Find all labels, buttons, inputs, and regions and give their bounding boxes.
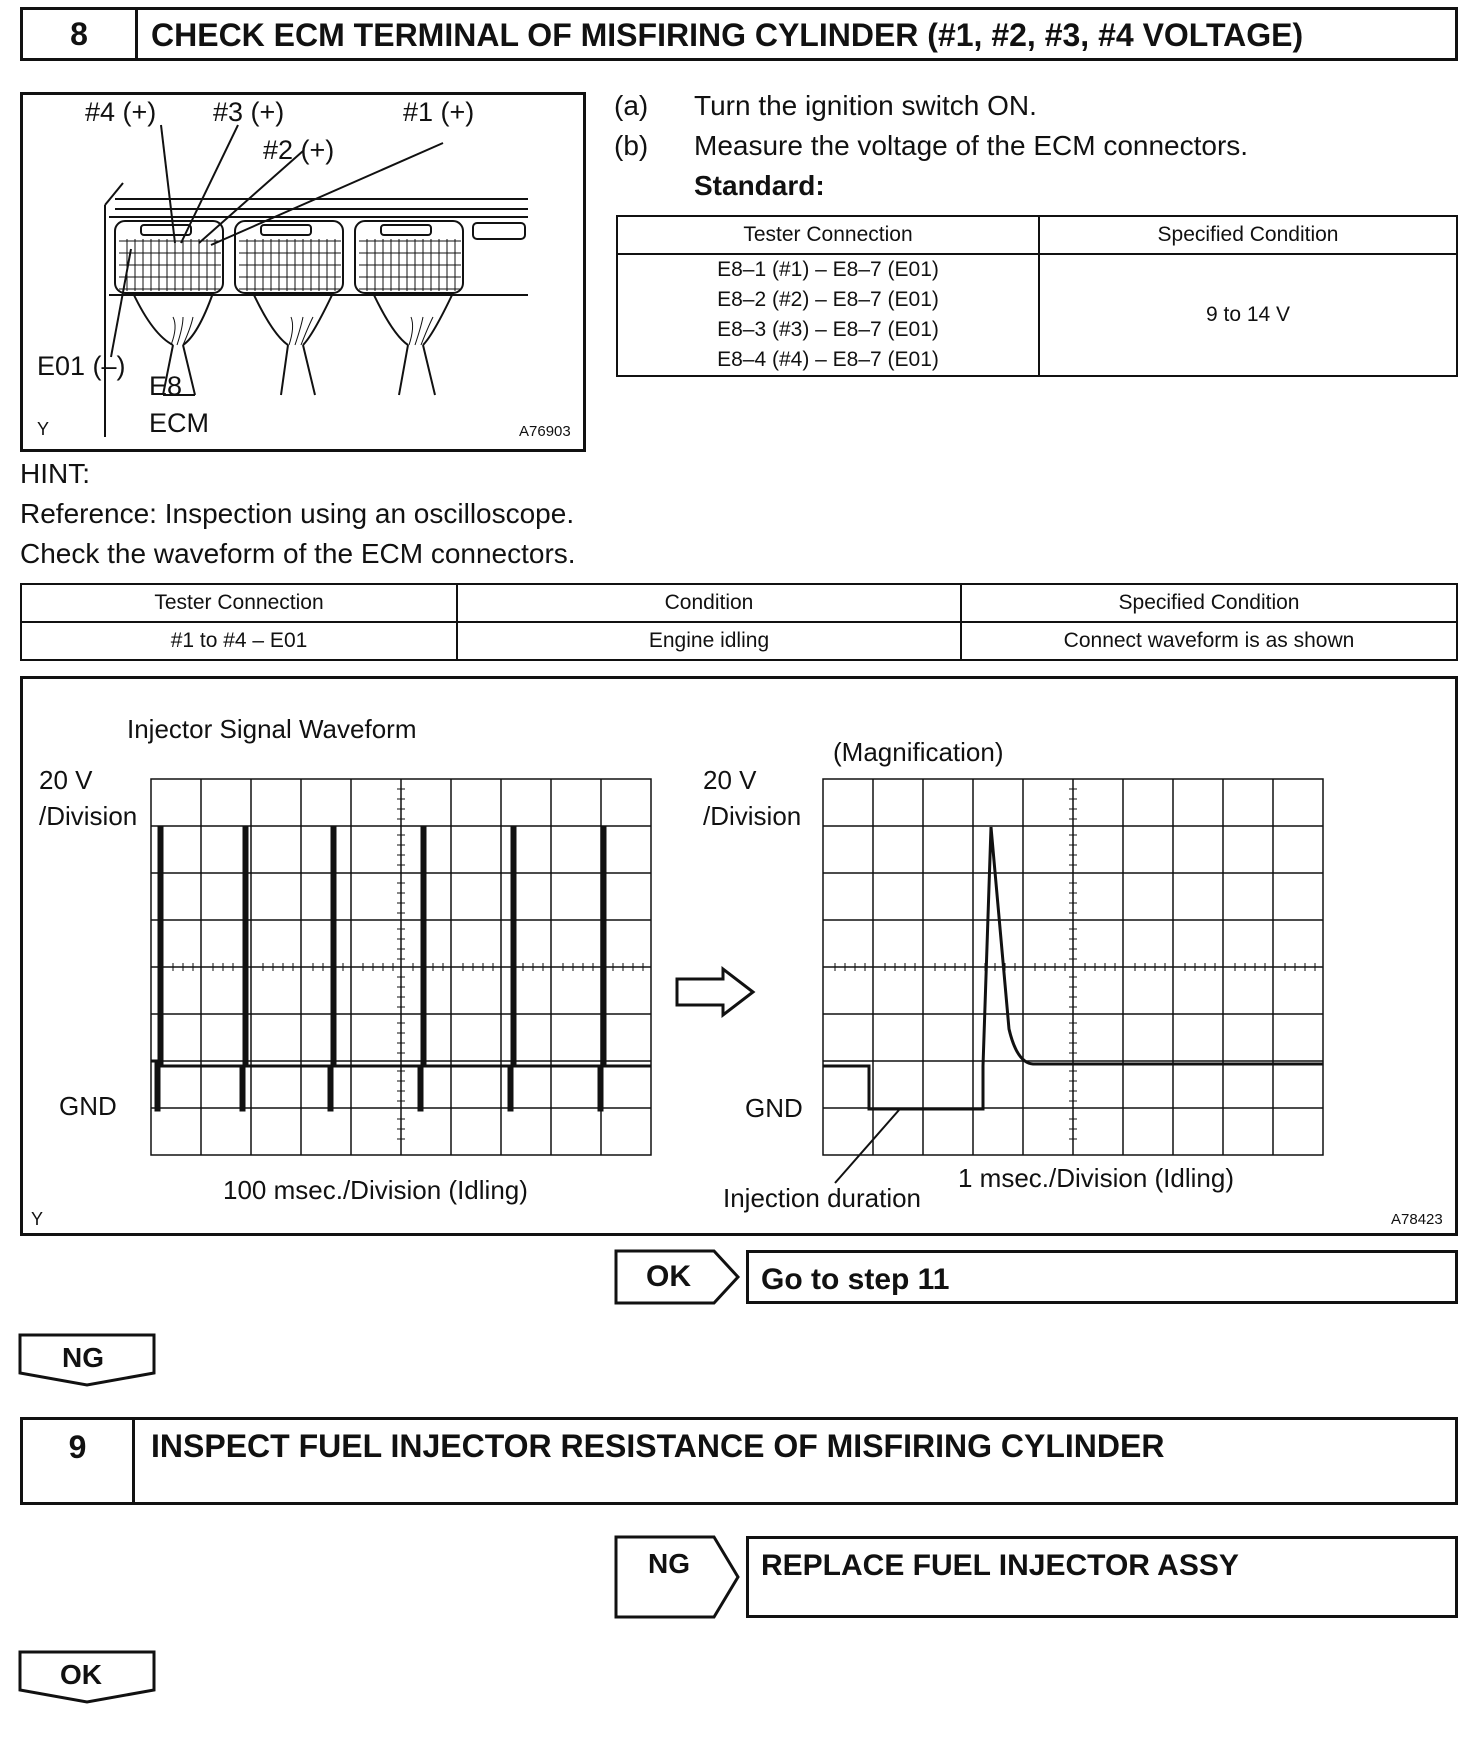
connection-row: E8–2 (#2) – E8–7 (E01) (717, 288, 939, 311)
replace-fuel-injector-box[interactable] (746, 1536, 1458, 1618)
label-terminal-2: #2 (+) (263, 135, 335, 165)
figure-code: A76903 (519, 423, 571, 440)
header-tester-connection: Tester Connection (21, 584, 457, 622)
right-division-label: /Division (703, 801, 802, 831)
voltage-spec-table (616, 215, 1458, 377)
tester-connection-cell (617, 254, 1039, 376)
step-a-text: Turn the ignition switch ON. (694, 90, 1037, 121)
label-terminal-4: #4 (+) (85, 97, 157, 127)
injector-waveform-figure (20, 676, 1458, 1236)
header-specified-condition: Specified Condition (1039, 216, 1457, 254)
right-scope-ticks (835, 789, 1315, 1139)
step-8-header (20, 7, 1458, 61)
cell-condition: Engine idling (457, 622, 961, 660)
magnification-label: (Magnification) (833, 737, 1004, 767)
label-terminal-1: #1 (+) (403, 97, 475, 127)
waveform-drawing (23, 679, 1455, 1233)
right-time-label: 1 msec./Division (Idling) (958, 1163, 1234, 1193)
hint-line-1: Reference: Inspection using an oscilloscope. (20, 498, 575, 529)
step-a-marker: (a) (614, 90, 649, 121)
right-gnd-label: GND (745, 1093, 803, 1123)
injection-duration-leader (835, 1110, 899, 1183)
step-number: 8 (23, 10, 138, 58)
go-to-step-11-box[interactable] (746, 1250, 1458, 1304)
ecm-connector-figure (20, 92, 586, 452)
left-gnd-label: GND (59, 1091, 117, 1121)
figure-corner-y: Y (31, 1209, 44, 1229)
step-b-marker: (b) (614, 130, 649, 161)
connection-row: E8–3 (#3) – E8–7 (E01) (717, 318, 939, 341)
left-division-label: /Division (39, 801, 138, 831)
header-tester-connection: Tester Connection (617, 216, 1039, 254)
label-e8: E8 (149, 371, 183, 401)
waveform-spec-table (20, 583, 1458, 661)
cell-specified-condition: Connect waveform is as shown (961, 622, 1457, 660)
figure-corner-y: Y (37, 419, 50, 439)
label-ecm: ECM (149, 408, 209, 438)
ng-action-text: REPLACE FUEL INJECTOR ASSY (761, 1549, 1239, 1582)
waveform-title: Injector Signal Waveform (127, 714, 417, 744)
left-time-label: 100 msec./Division (Idling) (223, 1175, 528, 1205)
ng-label: NG (648, 1548, 690, 1579)
step-number: 9 (23, 1420, 135, 1502)
step-b-text: Measure the voltage of the ECM connectors. (694, 130, 1249, 161)
ng-label: NG (62, 1342, 104, 1373)
left-scope-ticks (163, 789, 643, 1139)
step-title: INSPECT FUEL INJECTOR RESISTANCE OF MISFIRING CYLINDER (151, 1428, 1165, 1464)
figure-code: A78423 (1391, 1211, 1443, 1228)
left-volt-label: 20 V (39, 765, 93, 795)
connection-row: E8–4 (#4) – E8–7 (E01) (717, 348, 939, 371)
connection-row: E8–1 (#1) – E8–7 (E01) (717, 258, 939, 281)
injection-duration-label: Injection duration (723, 1183, 922, 1213)
step-title: CHECK ECM TERMINAL OF MISFIRING CYLINDER (#1, #2, #3, #4 VOLTAGE) (151, 17, 1304, 53)
ok-label: OK (646, 1260, 691, 1293)
label-terminal-3: #3 (+) (213, 97, 285, 127)
cell-tester-connection: #1 to #4 – E01 (21, 622, 457, 660)
hint-line-2: Check the waveform of the ECM connectors. (20, 538, 576, 569)
ok-label: OK (60, 1659, 102, 1690)
ok-action-text: Go to step 11 (761, 1263, 950, 1296)
specified-condition-value: 9 to 14 V (1039, 254, 1457, 376)
standard-label: Standard: (694, 170, 825, 201)
label-e01: E01 (–) (37, 351, 126, 381)
header-condition: Condition (457, 584, 961, 622)
magnify-arrow-icon (677, 969, 753, 1015)
right-volt-label: 20 V (703, 765, 757, 795)
step-9-header (20, 1417, 1458, 1505)
header-specified-condition: Specified Condition (961, 584, 1457, 622)
hint-label: HINT: (20, 458, 90, 489)
